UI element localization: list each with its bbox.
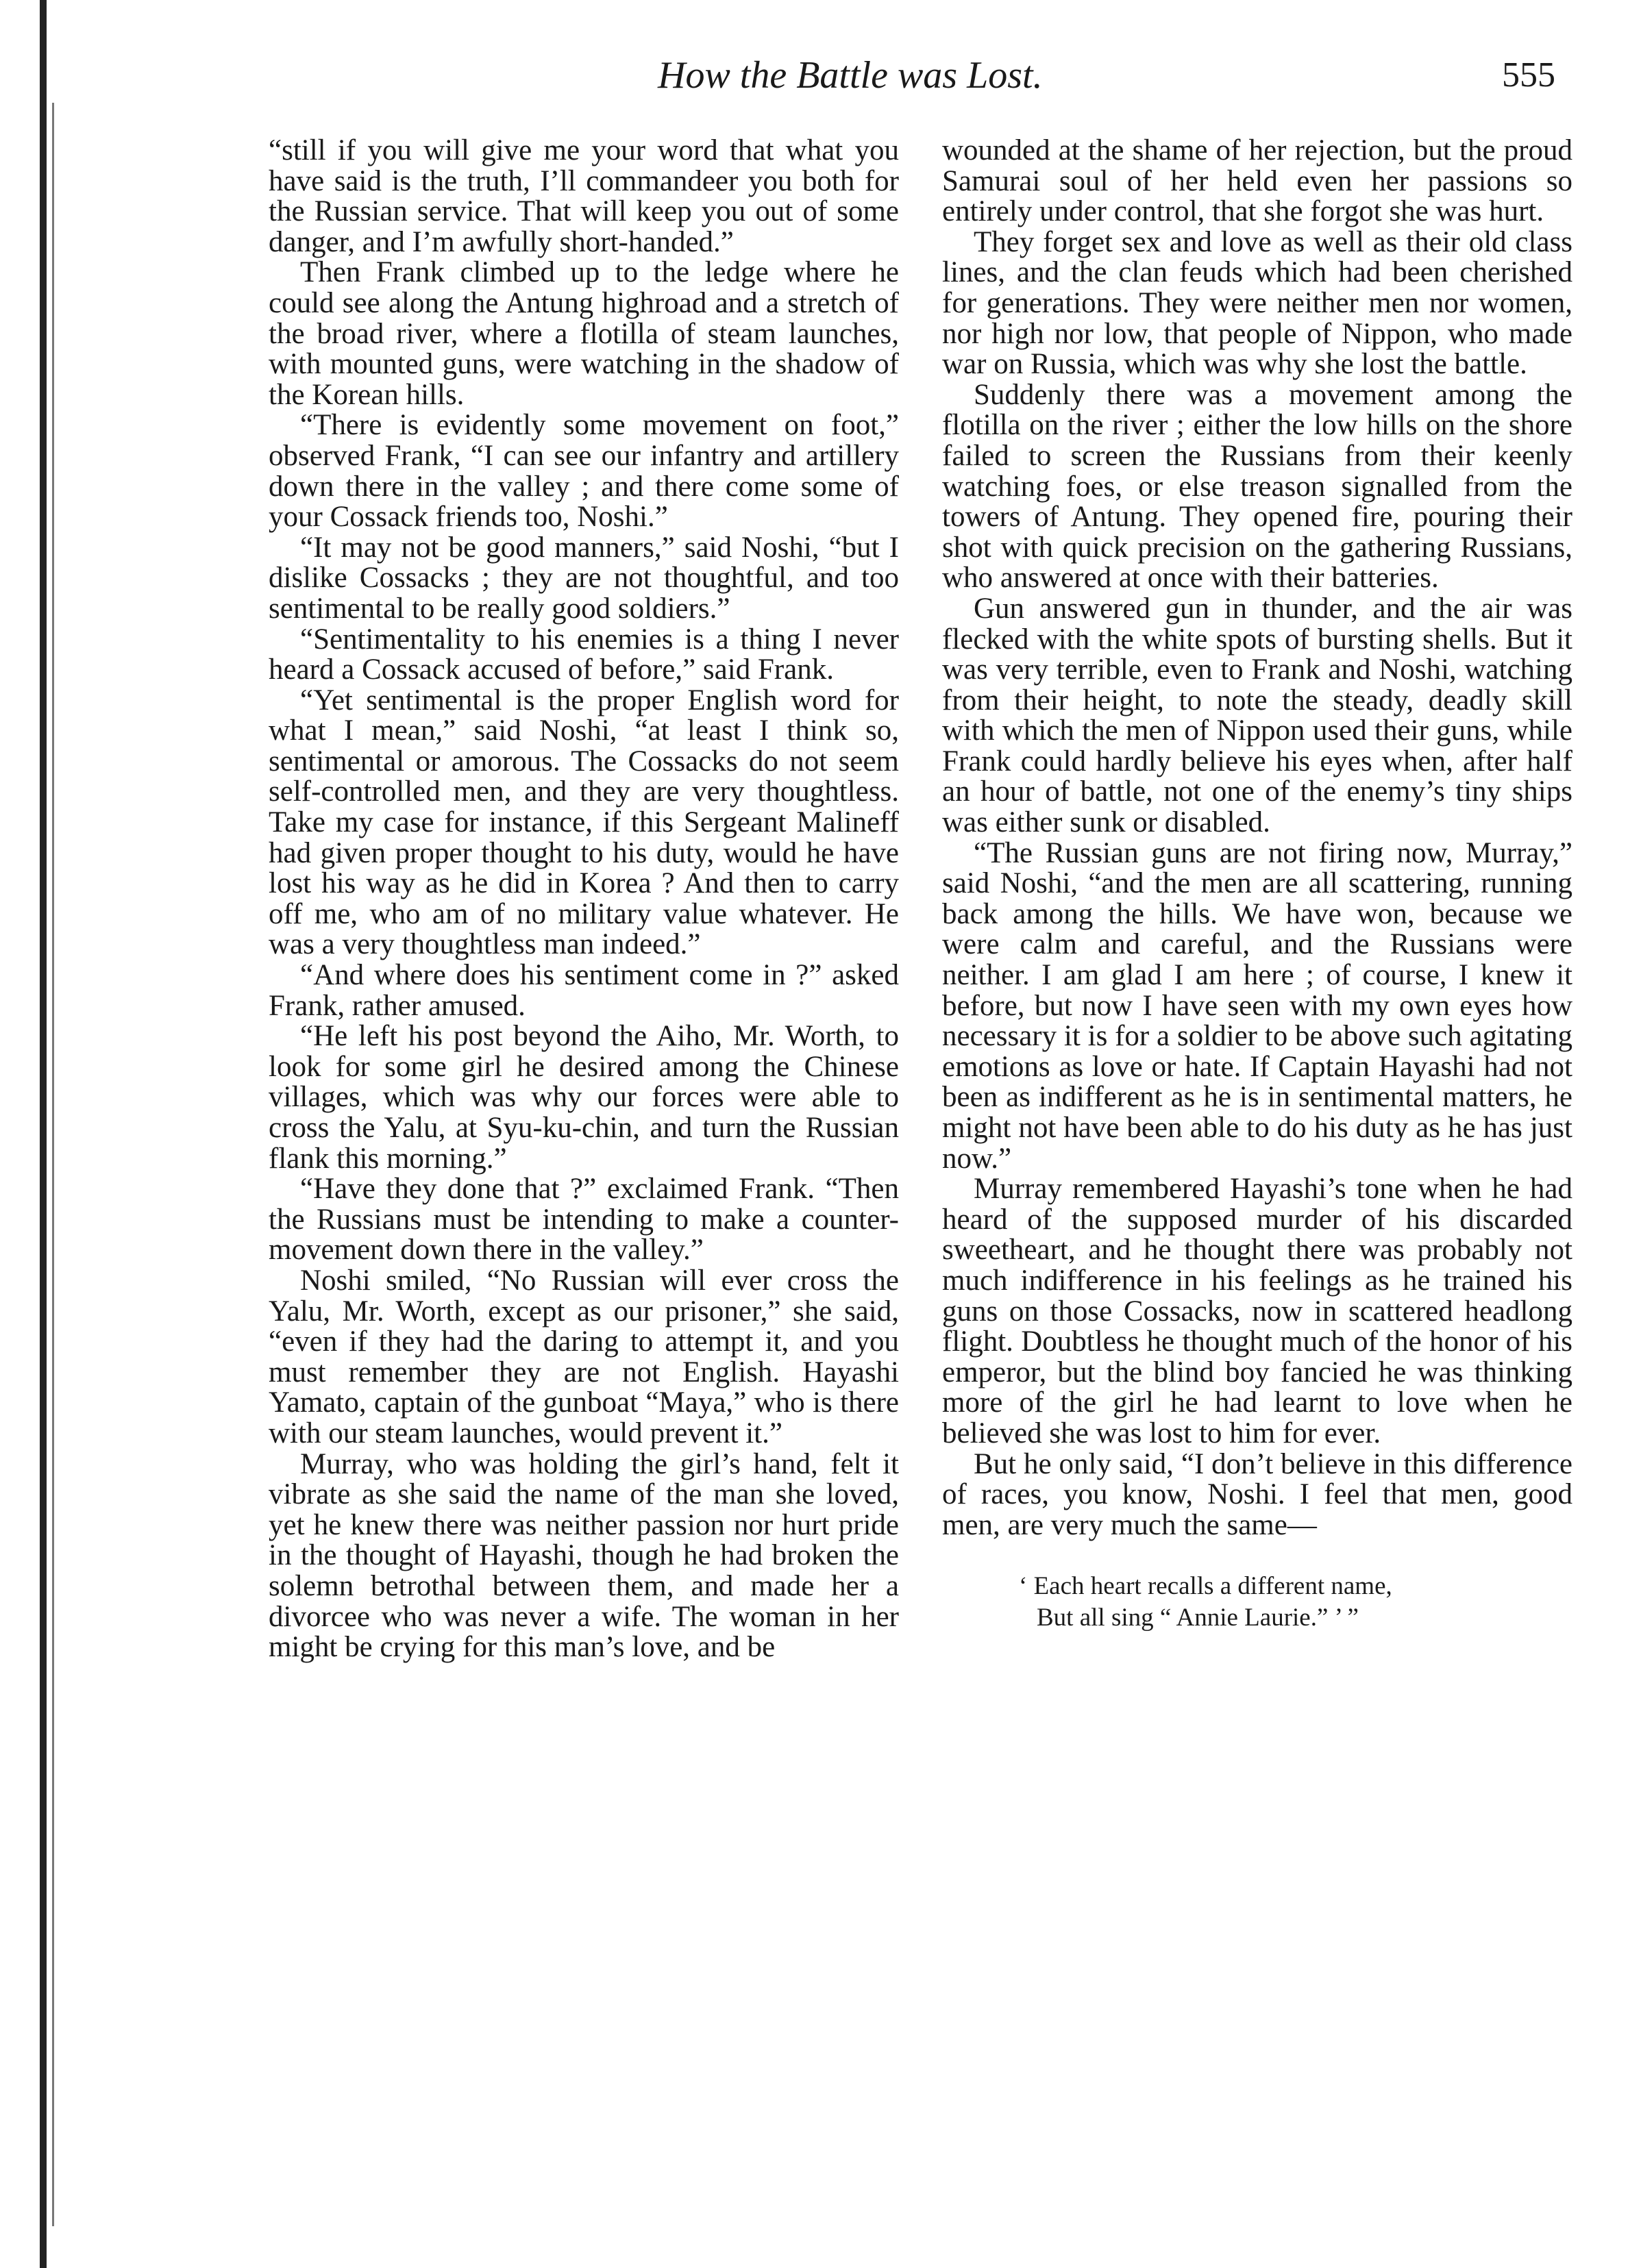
paragraph: “Sentimentality to his enemies is a thing I never heard a Cossack accused of before,” said Frank. (269, 623, 899, 686)
paragraph: “He left his post beyond the Aiho, Mr. Worth, to look for some girl he desired among the Chinese villages, which was why our forces were able to cross the Yalu, at Syu-ku-chin, and turn the Russian flank this morning.” (269, 1020, 899, 1175)
paragraph: Murray, who was holding the girl’s hand, felt it vibrate as she said the name of the man she loved, yet he knew there was neither passion nor hurt pride in the thought of Hayashi, though he had broken the solemn betrothal between them, and made her a divorcee who was never a wife. The woman in her might be crying for this man’s love, and be (269, 1447, 899, 1664)
paragraph: “The Russian guns are not firing now, Murray,” said Noshi, “and the men are all scattering, running back among the hills. We have won, because we were calm and careful, and the Russians were neither. I am glad I am here ; of course, I knew it before, but now I have seen with my own eyes how necessary it is for a soldier to be above such agitating emotions as love or hate. If Captain Hayashi had not been as indifferent as he is in sentimental matters, he might not have been able to do his duty as he has just now.” (942, 836, 1572, 1175)
paragraph: “still if you will give me your word that what you have said is the truth, I’ll commandeer you both for the Russian service. That will keep you out of some danger, and I’m awfully short-handed.” (269, 134, 899, 258)
paragraph: Murray remembered Hayashi’s tone when he had heard of the supposed murder of his discarded sweetheart, and he thought there was probably not much indifference in his feelings as he trained his guns on those Cossacks, now in scattered headlong flight. Doubtless he thought much of the honor of his emperor, but the blind boy fancied he was thinking more of the girl he had learnt to love when he believed she was lost to him for ever. (942, 1173, 1572, 1449)
paragraph: They forget sex and love as well as their old class lines, and the clan feuds which had been cherished for generations. They were neither men nor women, nor high nor low, that people of Nippon, who made war on Russia, which was why she lost the battle. (942, 225, 1572, 381)
left-column (269, 136, 899, 1663)
paragraph: “Yet sentimental is the proper English word for what I mean,” said Noshi, “at least I think so, sentimental or amorous. The Cossacks do not seem self-controlled men, and they are very thoughtless. Take my case for instance, if this Sergeant Malineff had given proper thought to his duty, would he have lost his way as he did in Korea ? And then to carry off me, who am of no military value whatever. He was a very thoughtless man indeed.” (269, 684, 899, 961)
verse-line: But all sing “ Annie Laurie.” ’ ” (1037, 1604, 1359, 1632)
running-head (658, 53, 1555, 115)
paragraph: “It may not be good manners,” said Noshi, “but I dislike Cossacks ; they are not thoughtful, and too sentimental to be really good soldiers.” (269, 531, 899, 625)
paragraph: “Have they done that ?” exclaimed Frank. “Then the Russians must be intending to make a counter-movement down there in the valley.” (269, 1173, 899, 1267)
paragraph: “And where does his sentiment come in ?” asked Frank, rather amused. (269, 959, 899, 1022)
running-title: How the Battle was Lost. (658, 54, 1043, 97)
verse-line: ‘ Each heart recalls a different name, (1019, 1572, 1392, 1601)
paragraph: Noshi smiled, “No Russian will ever cross the Yalu, Mr. Worth, except as our prisoner,” she said, “even if they had the daring to attempt it, and you must remember they are not English. Hayashi Yamato, captain of the gunboat “Maya,” who is there with our steam launches, would prevent it.” (269, 1264, 899, 1449)
verse-quote (942, 1571, 1572, 1634)
page-binding-shadow (52, 103, 54, 2226)
paragraph: But he only said, “I don’t believe in this difference of races, you know, Noshi. I feel that men, good men, are very much the same— (942, 1447, 1572, 1541)
paragraph: Then Frank climbed up to the ledge where he could see along the Antung highroad and a stretch of the broad river, where a flotilla of steam launches, with mounted guns, were watching in the shadow of the Korean hills. (269, 256, 899, 411)
paragraph: Gun answered gun in thunder, and the air was flecked with the white spots of bursting shells. But it was very terrible, even to Frank and Noshi, watching from their height, to note the steady, deadly skill with which the men of Nippon used their guns, while Frank could hardly believe his eyes when, after half an hour of battle, not one of the enemy’s tiny ships was either sunk or disabled. (942, 592, 1572, 839)
paragraph: “There is evidently some movement on foot,” observed Frank, “I can see our infantry and artillery down there in the valley ; and there come some of your Cossack friends too, Noshi.” (269, 409, 899, 534)
right-column (942, 136, 1572, 1634)
page-binding-edge (40, 0, 47, 2268)
paragraph: Suddenly there was a movement among the flotilla on the river ; either the low hills on the shore failed to screen the Russians from their keenly watching foes, or else treason signalled from the towers of Antung. They opened fire, pouring their shot with quick precision on the gathering Russians, who answered at once with their batteries. (942, 378, 1572, 595)
paragraph: wounded at the shame of her rejection, but the proud Samurai soul of her held even her passions so entirely under control, that she forgot she was hurt. (942, 134, 1572, 228)
page-number: 555 (1502, 55, 1555, 95)
